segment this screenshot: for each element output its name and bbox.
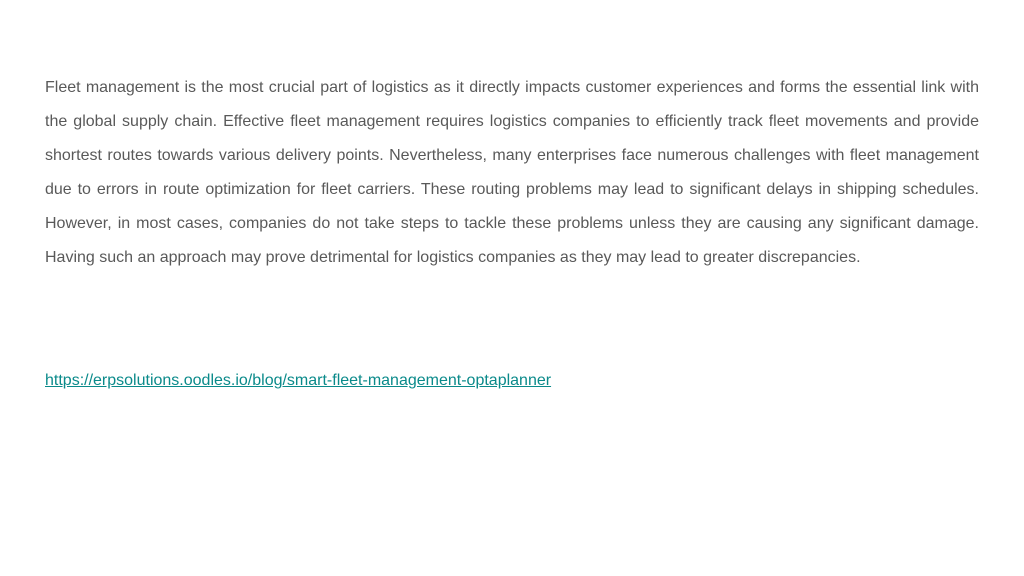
source-link[interactable]: https://erpsolutions.oodles.io/blog/smart-fleet-management-optaplanner: [45, 372, 552, 389]
body-paragraph: Fleet management is the most crucial part of logistics as it directly impacts customer experiences and forms the essential link with the global supply chain. Effective fleet management requires logistics companies to efficiently track fleet movements and provide shortest routes towards various delivery points. Nevertheless, many enterprises face numerous challenges with fleet management due to errors in route optimization for fleet carriers. These routing problems may lead to significant delays in shipping schedules. However, in most cases, companies do not take steps to tackle these problems unless they are causing any significant damage. Having such an approach may prove detrimental for logistics companies as they may lead to greater discrepancies.: [45, 79, 979, 266]
